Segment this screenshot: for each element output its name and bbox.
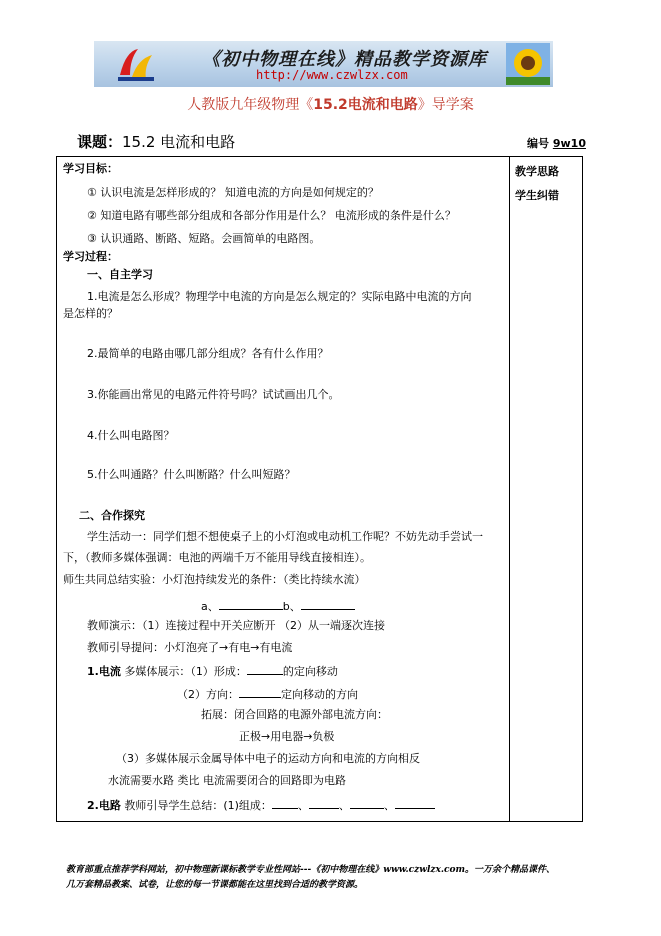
title-prefix: 人教版九年级物理《	[187, 97, 314, 113]
question-1a: 1.电流是怎么形成？物理学中电流的方向是怎么规定的？实际电路中电流的方向	[87, 290, 472, 303]
question-3: 3.你能画出常见的电路元件符号吗？试试画出几个。	[87, 388, 340, 401]
section-cooperative: 二、合作探究	[79, 509, 145, 522]
blank-formation[interactable]	[247, 663, 283, 675]
condition-blanks	[201, 598, 355, 614]
analogy: 水流需要水路 类比 电流需要闭合的回路即为电路	[108, 774, 346, 787]
blank-part-3[interactable]	[350, 797, 384, 809]
objective-3: ③ 认识通路、断路、短路。会画简单的电路图。	[87, 232, 321, 245]
blank-a-label: a、	[201, 600, 219, 613]
document-title	[0, 94, 661, 114]
extension-note: 拓展：闭合回路的电源外部电流方向：	[201, 708, 388, 721]
serial-value: 9w10	[552, 137, 586, 150]
current-heading: 1.电流	[87, 665, 121, 678]
objective-2: ② 知道电路有哪些部分组成和各部分作用是什么？ 电流形成的条件是什么？	[87, 209, 456, 222]
side-student-corrections: 学生纠错	[515, 189, 559, 202]
experiment-summary: 师生共同总结实验：小灯泡持续发光的条件：（类比持续水流）	[63, 573, 366, 586]
blank-a[interactable]	[219, 598, 283, 610]
blank-part-1[interactable]	[272, 797, 298, 809]
blank-b[interactable]	[301, 598, 355, 610]
section-self-study: 一、自主学习	[87, 268, 153, 281]
site-logo-icon	[116, 45, 156, 83]
banner-url[interactable]: http://www.czwlzx.com	[256, 68, 408, 82]
blank-direction[interactable]	[239, 686, 281, 698]
objective-1: ① 认识电流是怎样形成的？ 知道电流的方向是如何规定的？	[87, 186, 379, 199]
footer-line-1: 教育部重点推荐学科网站，初中物理新课标教学专业性网站---《初中物理在线》www.czwlzx.com。一万余个精品课件、	[66, 865, 556, 875]
process-heading: 学习过程：	[63, 250, 118, 263]
circuit-text: 教师引导学生总结：(1)组成：	[120, 799, 272, 812]
sep-1: 、	[297, 799, 309, 812]
direction-end: 定向移动的方向	[281, 688, 358, 701]
sep-3: 、	[383, 799, 395, 812]
teacher-demo: 教师演示：（1）连接过程中开关应断开 （2）从一端逐次连接	[87, 619, 385, 632]
header-banner	[94, 41, 553, 87]
footer-line-2: 几万套精品教案、试卷，让您的每一节课都能在这里找到合适的教学资源。	[66, 880, 364, 890]
current-intro-end: 的定向移动	[282, 665, 338, 678]
question-5: 5.什么叫通路？什么叫断路？什么叫短路？	[87, 468, 296, 481]
direction-label: （2）方向：	[177, 688, 239, 701]
blank-b-label: b、	[282, 600, 301, 613]
circuit-composition	[87, 797, 435, 813]
current-intro-text: 多媒体展示：（1）形成：	[120, 665, 247, 678]
column-divider	[509, 156, 510, 822]
question-1b: 是怎样的？	[63, 307, 118, 320]
topic-value: 15.2 电流和电路	[122, 133, 236, 151]
point-3: （3）多媒体展示金属导体中电子的运动方向和电流的方向相反	[116, 752, 420, 765]
activity-1a: 学生活动一：同学们想不想使桌子上的小灯泡或电动机工作呢？不妨先动手尝试一	[87, 530, 483, 543]
title-suffix: 》导学案	[417, 97, 474, 113]
side-teaching-thoughts: 教学思路	[515, 165, 559, 178]
activity-1b: 下，（教师多媒体强调：电池的两端千万不能用导线直接相连）。	[63, 551, 371, 564]
question-4: 4.什么叫电路图？	[87, 429, 175, 442]
title-highlight: 15.2电流和电路	[313, 97, 418, 113]
serial-label: 编号	[527, 137, 553, 150]
content-table	[56, 156, 583, 822]
objectives-heading: 学习目标：	[63, 162, 118, 175]
serial-number	[527, 135, 586, 151]
topic-label: 课题：	[77, 133, 123, 151]
blank-part-4[interactable]	[395, 797, 435, 809]
lesson-topic	[77, 131, 235, 152]
banner-title: 《初中物理在线》精品教学资源库	[202, 49, 487, 70]
blank-part-2[interactable]	[309, 797, 339, 809]
current-flow: 正极→用电器→负极	[239, 730, 335, 743]
current-direction	[177, 686, 358, 702]
teacher-guide: 教师引导提问：小灯泡亮了→有电→有电流	[87, 641, 293, 654]
current-intro	[87, 663, 338, 679]
circuit-heading: 2.电路	[87, 799, 121, 812]
sep-2: 、	[338, 799, 350, 812]
sunflower-icon	[506, 43, 550, 85]
question-2: 2.最简单的电路由哪几部分组成？各有什么作用？	[87, 347, 329, 360]
